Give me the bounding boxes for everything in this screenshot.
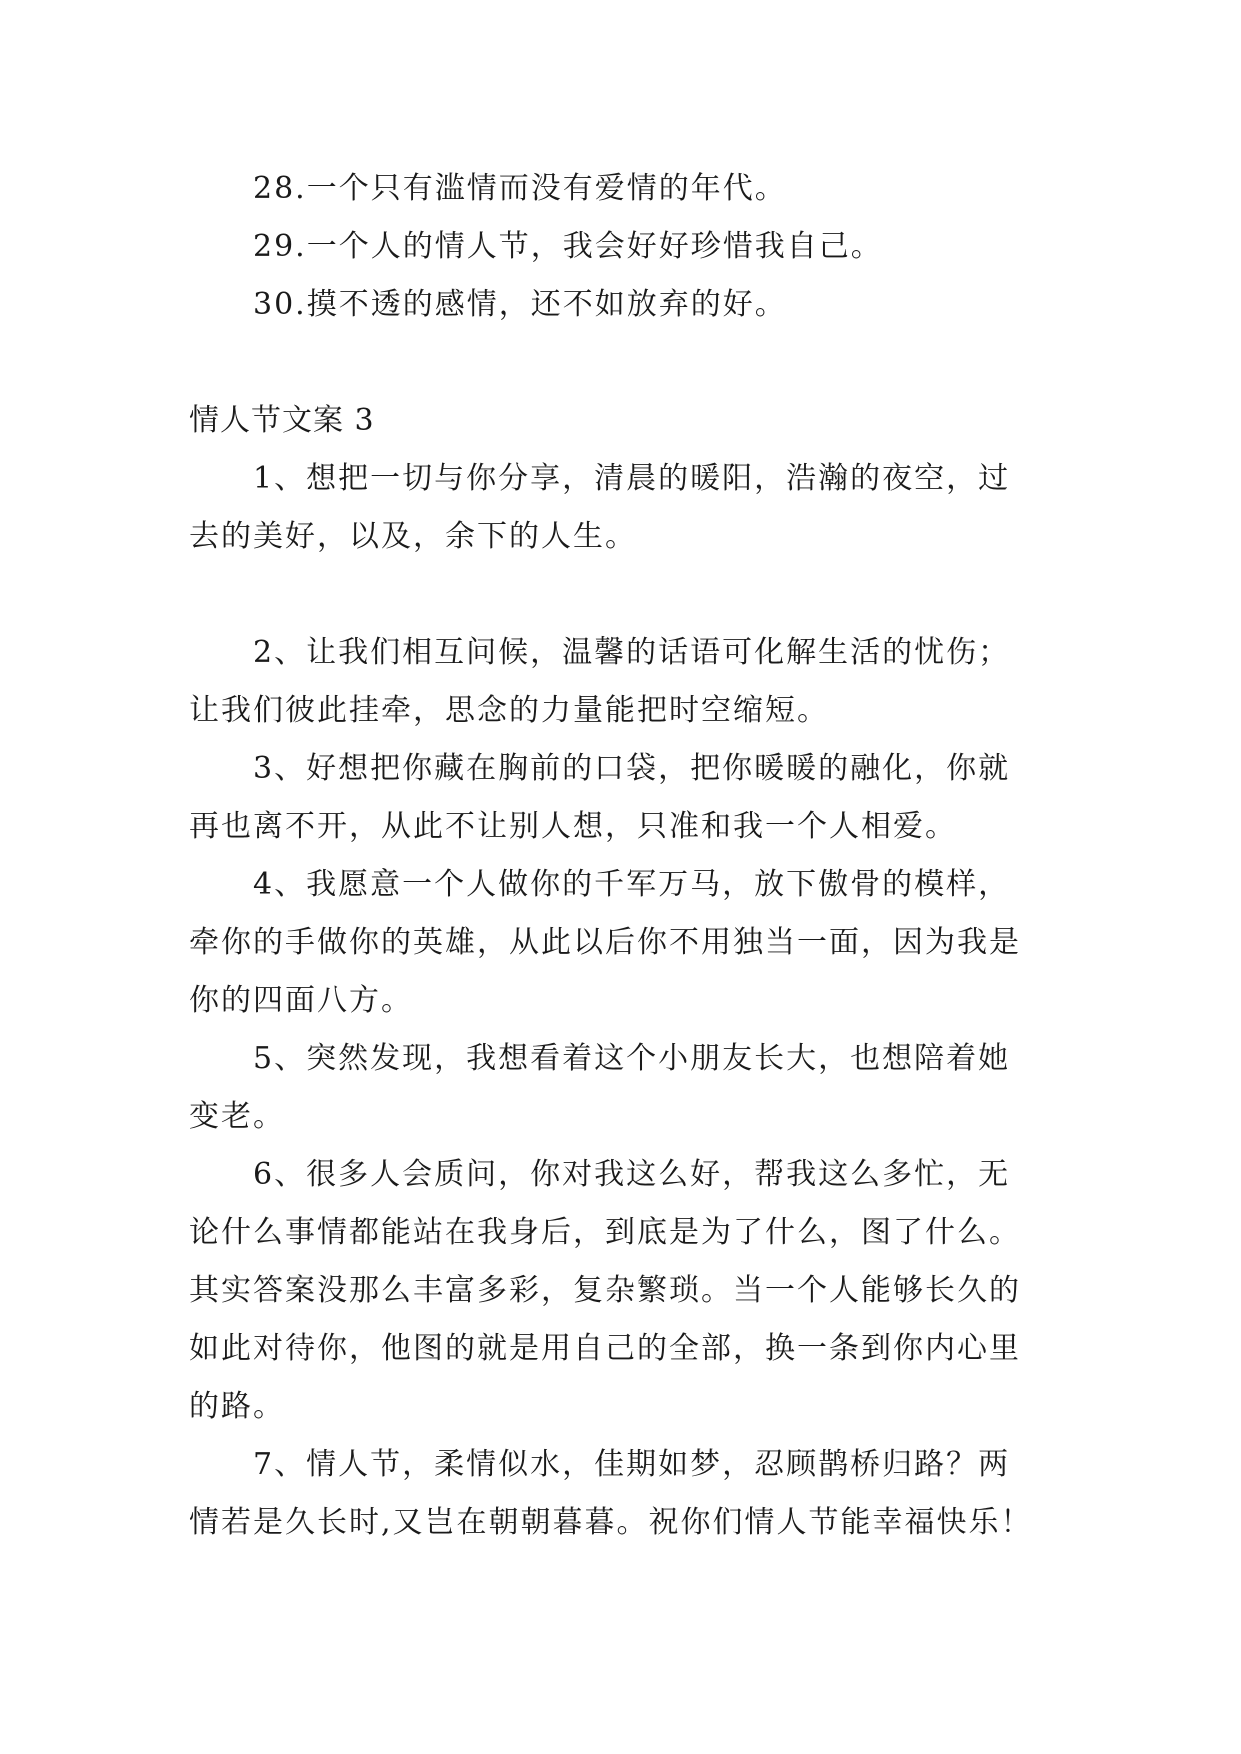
paragraph-line: 3、好想把你藏在胸前的口袋，把你暖暖的融化，你就: [253, 751, 1011, 786]
paragraph-line: 变老。: [189, 1099, 285, 1134]
paragraph-line: 牵你的手做你的英雄，从此以后你不用独当一面，因为我是: [189, 925, 1021, 960]
paragraph-line: 7、情人节，柔情似水，佳期如梦，忍顾鹊桥归路？两: [253, 1447, 1011, 1482]
paragraph-line: 5、突然发现，我想看着这个小朋友长大，也想陪着她: [253, 1041, 1011, 1076]
paragraph-line: 6、很多人会质问，你对我这么好，帮我这么多忙，无: [253, 1157, 1011, 1192]
paragraph-line: 你的四面八方。: [189, 983, 413, 1018]
list-item: 28.一个只有滥情而没有爱情的年代。: [253, 171, 787, 206]
list-item: 29.一个人的情人节，我会好好珍惜我自己。: [253, 229, 883, 264]
paragraph-line: 1、想把一切与你分享，清晨的暖阳，浩瀚的夜空，过: [253, 461, 1011, 496]
paragraph-line: 的路。: [189, 1389, 285, 1424]
paragraph-line: 去的美好，以及，余下的人生。: [189, 519, 637, 554]
paragraph-line: 再也离不开，从此不让别人想，只准和我一个人相爱。: [189, 809, 957, 844]
paragraph-line: 4、我愿意一个人做你的千军万马，放下傲骨的模样，: [253, 867, 1011, 902]
paragraph-line: 论什么事情都能站在我身后，到底是为了什么，图了什么。: [189, 1215, 1021, 1250]
list-item: 30.摸不透的感情，还不如放弃的好。: [253, 287, 787, 322]
paragraph-line: 情若是久长时,又岂在朝朝暮暮。祝你们情人节能幸福快乐！: [189, 1505, 1033, 1540]
paragraph-line: 让我们彼此挂牵，思念的力量能把时空缩短。: [189, 693, 829, 728]
section-heading: 情人节文案 3: [189, 403, 375, 438]
paragraph-line: 如此对待你，他图的就是用自己的全部，换一条到你内心里: [189, 1331, 1021, 1366]
paragraph-line: 2、让我们相互问候，温馨的话语可化解生活的忧伤；: [253, 635, 1011, 670]
paragraph-line: 其实答案没那么丰富多彩，复杂繁琐。当一个人能够长久的: [189, 1273, 1021, 1308]
